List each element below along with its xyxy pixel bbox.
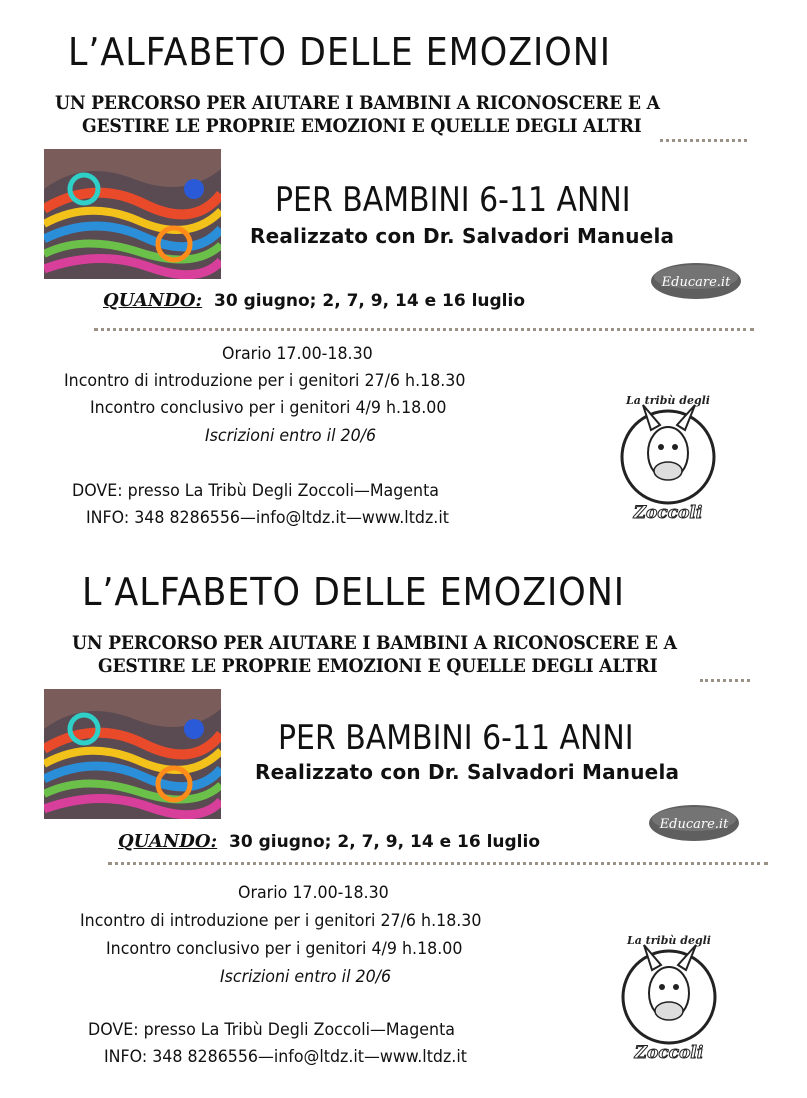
donkey-logo bbox=[614, 925, 724, 1065]
flyer-bottom bbox=[0, 540, 807, 1089]
donkey-logo bbox=[613, 385, 723, 525]
age-heading: PER BAMBINI 6-11 ANNI bbox=[278, 718, 634, 758]
svg-text:Educare.it: Educare.it bbox=[659, 817, 729, 832]
age-heading: PER BAMBINI 6-11 ANNI bbox=[275, 180, 631, 220]
realized-with: Realizzato con Dr. Salvadori Manuela bbox=[250, 224, 675, 248]
divider bbox=[94, 328, 754, 331]
when-dates: 30 giugno; 2, 7, 9, 14 e 16 luglio bbox=[214, 291, 526, 311]
when-row bbox=[118, 831, 540, 852]
colorful-art-photo bbox=[44, 689, 221, 819]
subtitle-line-2: GESTIRE LE PROPRIE EMOZIONI E QUELLE DEGLI ALTRI bbox=[98, 656, 658, 677]
subtitle-line-2: GESTIRE LE PROPRIE EMOZIONI E QUELLE DEGLI ALTRI bbox=[82, 116, 642, 137]
subtitle-line-1: UN PERCORSO PER AIUTARE I BAMBINI A RICONOSCERE E A bbox=[72, 633, 677, 654]
when-label: QUANDO: bbox=[103, 290, 203, 311]
closing-meeting: Incontro conclusivo per i genitori 4/9 h.18.00 bbox=[106, 939, 463, 958]
schedule: Orario 17.00-18.30 bbox=[222, 344, 373, 363]
info-contacts: INFO: 348 8286556—info@ltdz.it—www.ltdz.it bbox=[86, 508, 449, 527]
svg-text:Zoccoli: Zoccoli bbox=[634, 1043, 704, 1063]
registration-deadline: Iscrizioni entro il 20/6 bbox=[220, 967, 392, 986]
when-dates: 30 giugno; 2, 7, 9, 14 e 16 luglio bbox=[229, 832, 541, 852]
closing-meeting: Incontro conclusivo per i genitori 4/9 h.18.00 bbox=[90, 398, 447, 417]
divider bbox=[660, 139, 747, 142]
where: DOVE: presso La Tribù Degli Zoccoli—Magenta bbox=[88, 1020, 456, 1039]
divider bbox=[700, 679, 750, 682]
svg-text:Zoccoli: Zoccoli bbox=[633, 503, 703, 523]
intro-meeting: Incontro di introduzione per i genitori 27/6 h.18.30 bbox=[64, 371, 466, 390]
intro-meeting: Incontro di introduzione per i genitori 27/6 h.18.30 bbox=[80, 911, 482, 930]
registration-deadline: Iscrizioni entro il 20/6 bbox=[205, 426, 377, 445]
divider bbox=[108, 862, 768, 865]
educare-logo bbox=[650, 262, 742, 300]
educare-logo bbox=[648, 804, 740, 842]
svg-text:La tribù degli: La tribù degli bbox=[625, 394, 711, 407]
where: DOVE: presso La Tribù Degli Zoccoli—Magenta bbox=[72, 481, 440, 500]
info-contacts: INFO: 348 8286556—info@ltdz.it—www.ltdz.it bbox=[104, 1047, 467, 1066]
colorful-art-photo bbox=[44, 149, 221, 279]
when-row bbox=[103, 290, 525, 311]
svg-text:La tribù degli: La tribù degli bbox=[626, 934, 712, 947]
realized-with: Realizzato con Dr. Salvadori Manuela bbox=[255, 760, 680, 784]
svg-text:Educare.it: Educare.it bbox=[661, 275, 731, 290]
flyer-title: L’ALFABETO DELLE EMOZIONI bbox=[82, 570, 626, 614]
schedule: Orario 17.00-18.30 bbox=[238, 883, 389, 902]
flyer-title: L’ALFABETO DELLE EMOZIONI bbox=[68, 30, 612, 74]
when-label: QUANDO: bbox=[118, 831, 218, 852]
subtitle-line-1: UN PERCORSO PER AIUTARE I BAMBINI A RICONOSCERE E A bbox=[55, 93, 660, 114]
